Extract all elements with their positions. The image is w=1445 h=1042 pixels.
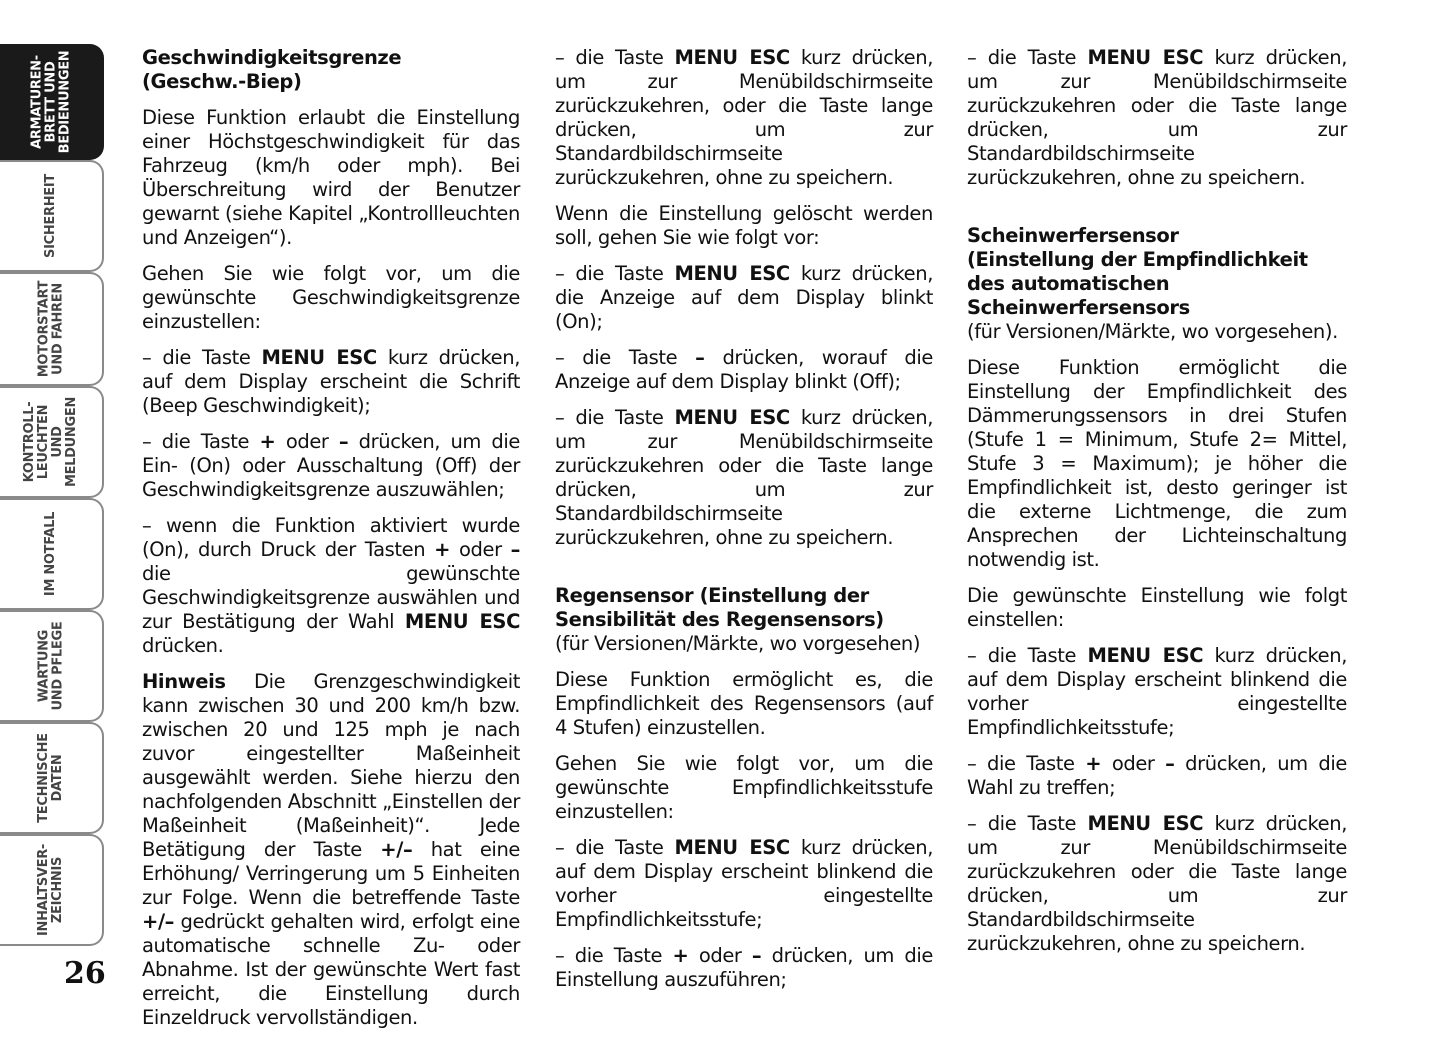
paragraph: – die Taste MENU ESC kurz drücken, um zur Menübildschirmseite zurückzukehren, oder die Taste lange drücken, um zur Standardbildschirmseite zurückzukehren, ohne zu speichern. [555,46,933,189]
section-heading-headlight-sensor: Scheinwerfersensor (Einstellung der Empfindlichkeit des automatischen Scheinwerfersensors [967,224,1308,319]
paragraph: Diese Funktion erlaubt die Einstellung einer Höchstgeschwindigkeit für das Fahrzeug (km/h oder mph). Bei Überschreitung wird der Benutzer gewarnt (siehe Kapitel „Kontrollleuchten und Anzeigen“). [142,106,520,249]
paragraph: – die Taste MENU ESC kurz drücken, um zur Menübildschirmseite zurückzukehren oder die Taste lange drücken, um zur Standardbildschirmseite zurückzukehren, ohne zu speichern. [967,46,1347,189]
paragraph: Die gewünschte Einstellung wie folgt einstellen: [967,584,1347,631]
tab-label: KONTROLL- LEUCHTEN UND MELDUNGEN [22,396,79,488]
section-subheading: (für Versionen/Märkte, wo vorgesehen). [967,320,1338,343]
paragraph: – die Taste – drücken, worauf die Anzeige auf dem Display blinkt (Off); [555,346,933,393]
tab-label: SICHERHEIT [42,174,58,258]
tab-wartung[interactable] [0,610,104,722]
page-number: 26 [64,956,106,991]
note-paragraph: Hinweis Die Grenzgeschwindigkeit kann zwischen 30 und 200 km/h bzw. zwischen 20 und 125 mph je nach zuvor eingestellter Maßeinheit ausgewählt werden. Siehe hierzu den nachfolgenden Abschnitt „Einstellen der Maßeinheit (Maßeinheit)“. Jede Betätigung der Taste +/– hat eine Erhöhung/ Verringerung um 5 Einheiten zur Folge. Wenn die betreffende Taste +/– gedrückt gehalten wird, erfolgt eine automatische schnelle Zu- oder Abnahme. Ist der gewünschte Wert fast erreicht, die Einstellung durch Einzeldruck vervollständigen. [142,670,521,1029]
paragraph: – die Taste + oder – drücken, um die Ein- (On) oder Ausschaltung (Off) der Geschwindigkeitsgrenze auszuwählen; [142,430,520,501]
tab-label: IM NOTFALL [43,511,58,597]
tab-label: ARMATUREN- BRETT UND BEDIENUNGEN [29,50,72,154]
paragraph: Gehen Sie wie folgt vor, um die gewünschte Geschwindigkeitsgrenze einzustellen: [142,262,520,333]
paragraph: – die Taste MENU ESC kurz drücken, auf dem Display erscheint die Schrift (Beep Geschwindigkeit); [142,346,520,417]
section-heading-speed-limit: Geschwindigkeitsgrenze (Geschw.-Biep) [142,46,402,93]
tab-technische-daten[interactable] [0,722,104,834]
section-heading-rain-sensor: Regensensor (Einstellung der Sensibilität des Regensensors) [555,584,884,631]
paragraph: Diese Funktion ermöglicht es, die Empfindlichkeit des Regensensors (auf 4 Stufen) einzustellen. [555,668,933,739]
section-subheading: (für Versionen/Märkte, wo vorgesehen) [555,632,921,655]
column-1 [142,46,520,1042]
paragraph: – die Taste MENU ESC kurz drücken, die Anzeige auf dem Display blinkt (On); [555,262,933,333]
tab-label: TECHNISCHE DATEN [36,733,65,823]
paragraph: – wenn die Funktion aktiviert wurde (On), durch Druck der Tasten + oder – die gewünschte Geschwindigkeitsgrenze auswählen und zur Bestätigung der Wahl MENU ESC drücken. [142,514,520,657]
paragraph: – die Taste + oder – drücken, um die Einstellung auszuführen; [555,944,933,991]
paragraph: Wenn die Einstellung gelöscht werden soll, gehen Sie wie folgt vor: [555,202,933,249]
paragraph: – die Taste MENU ESC kurz drücken, um zur Menübildschirmseite zurückzukehren oder die Taste lange drücken, um zur Standardbildschirmseite zurückzukehren, ohne zu speichern. [555,406,933,549]
spacer [555,562,933,584]
column-2 [555,46,933,1004]
tab-sicherheit[interactable] [0,160,104,272]
paragraph: – die Taste + oder – drücken, um die Wahl zu treffen; [967,752,1347,799]
tab-label: WARTUNG UND PFLEGE [35,621,65,711]
tab-label: INHALTSVER- ZEICHNIS [35,843,65,937]
paragraph: – die Taste MENU ESC kurz drücken, auf dem Display erscheint blinkend die vorher eingestellte Empfindlichkeitsstufe; [555,836,933,931]
paragraph: Diese Funktion ermöglicht die Einstellung der Empfindlichkeit des Dämmerungssensors in drei Stufen (Stufe 1 = Minimum, Stufe 2= Mittel, Stufe 3 = Maximum); je höher die Empfindlichkeit ist, desto geringer ist die externe Lichtmenge, die zum Ansprechen der Lichteinschaltung notwendig ist. [967,356,1347,571]
tab-label: MOTORSTART UND FAHREN [36,280,65,378]
paragraph: Gehen Sie wie folgt vor, um die gewünschte Empfindlichkeitsstufe einzustellen: [555,752,933,823]
tab-im-notfall[interactable] [0,498,104,610]
column-3 [967,46,1347,968]
tab-motorstart[interactable] [0,272,104,386]
tab-kontrollleuchten[interactable] [0,386,104,498]
tab-inhaltsverzeichnis[interactable] [0,834,104,946]
tab-armaturenbrett[interactable] [0,44,104,160]
spacer [967,202,1347,224]
paragraph: – die Taste MENU ESC kurz drücken, um zur Menübildschirmseite zurückzukehren oder die Taste lange drücken, um zur Standardbildschirmseite zurückzukehren, ohne zu speichern. [967,812,1347,955]
paragraph: – die Taste MENU ESC kurz drücken, auf dem Display erscheint blinkend die vorher eingestellte Empfindlichkeitsstufe; [967,644,1347,739]
